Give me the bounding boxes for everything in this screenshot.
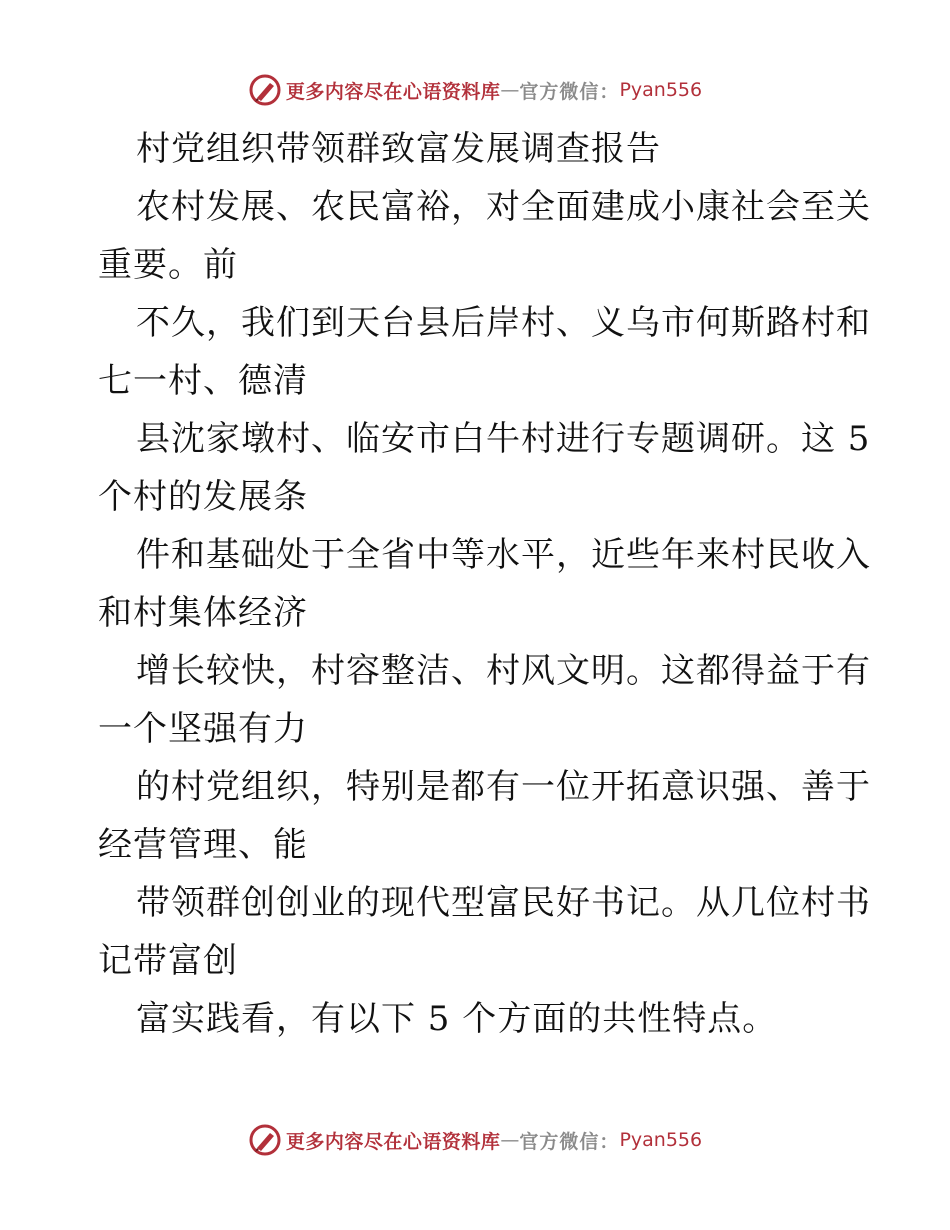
banner-title: 更多内容尽在心语资料库 [285, 80, 501, 103]
document-body [98, 120, 871, 1048]
paragraph-line: 带领群创创业的现代型富民好书记。从几位村书 [136, 883, 871, 923]
paragraph-line: 和村集体经济 [98, 593, 308, 633]
banner-wechat-id: Pyan556 [619, 1129, 703, 1151]
paragraph-line: 七一村、德清 [98, 361, 308, 401]
header-banner [0, 70, 950, 110]
paragraph-line: 记带富创 [98, 941, 238, 981]
paragraph-line: 件和基础处于全省中等水平，近些年来村民收入 [136, 535, 871, 575]
paragraph-line: 重要。前 [98, 245, 238, 285]
paragraph-line: 经营管理、能 [98, 825, 308, 865]
paragraph-line: 县沈家墩村、临安市白牛村进行专题调研。这 5 [136, 419, 871, 459]
footer-banner [0, 1120, 950, 1160]
banner-title: 更多内容尽在心语资料库 [285, 1130, 501, 1153]
banner-dash: — [500, 1129, 520, 1151]
banner-official-label: 官方微信： [519, 1130, 620, 1153]
pen-logo-icon [248, 1123, 282, 1157]
paragraph-line: 农村发展、农民富裕，对全面建成小康社会至关 [136, 187, 871, 227]
paragraph-line: 一个坚强有力 [98, 709, 308, 749]
pen-logo-icon [248, 73, 282, 107]
paragraph-line: 的村党组织，特别是都有一位开拓意识强、善于 [136, 767, 871, 807]
paragraph-line: 富实践看，有以下 5 个方面的共性特点。 [136, 999, 778, 1039]
paragraph-line: 个村的发展条 [98, 477, 308, 517]
banner-wechat-id: Pyan556 [619, 79, 703, 101]
paragraph-line: 增长较快，村容整洁、村风文明。这都得益于有 [136, 651, 871, 691]
paragraph-line: 不久，我们到天台县后岸村、义乌市何斯路村和 [136, 303, 871, 343]
banner-official-label: 官方微信： [519, 80, 620, 103]
document-title: 村党组织带领群致富发展调查报告 [136, 129, 661, 169]
banner-dash: — [500, 79, 520, 101]
